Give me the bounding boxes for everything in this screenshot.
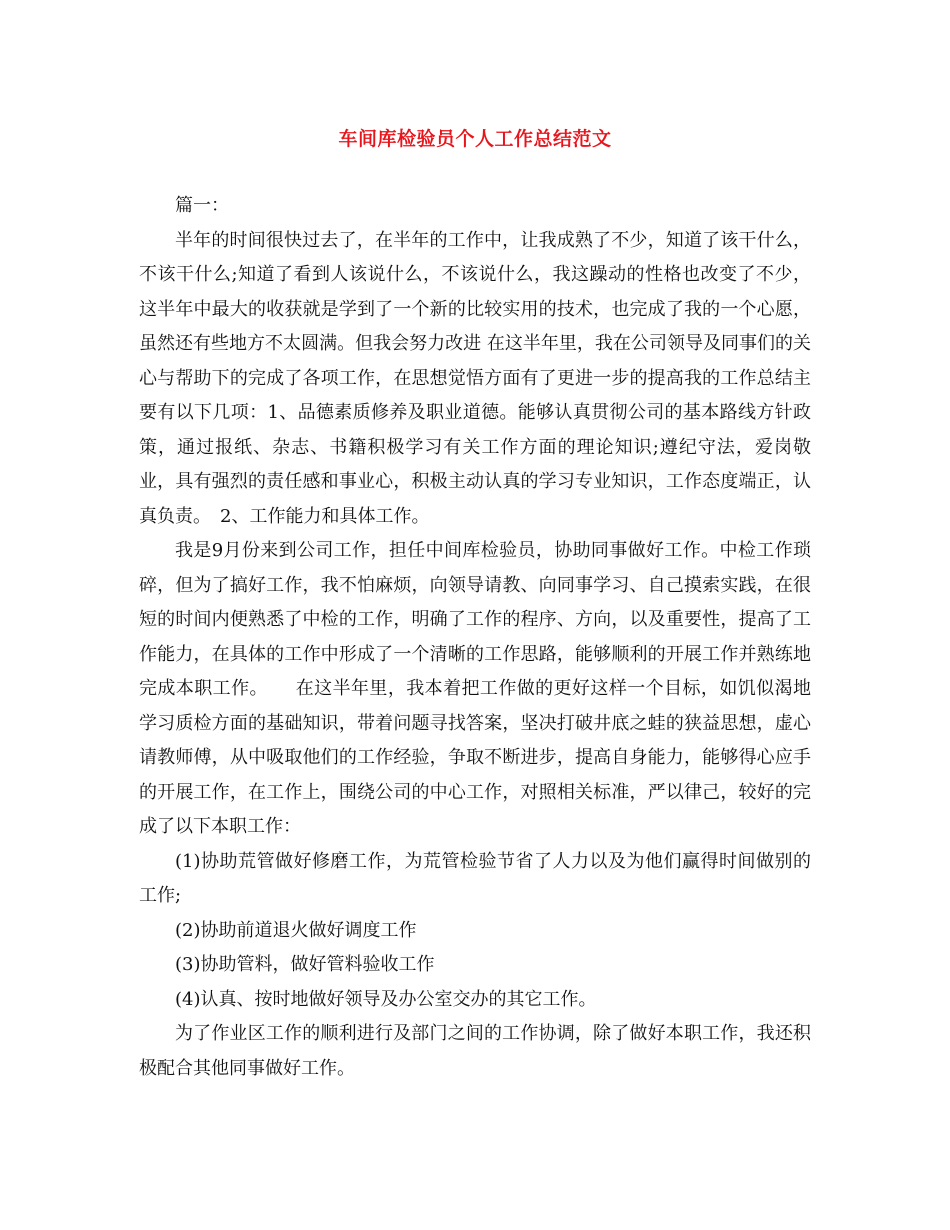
list-item: (4)认真、按时地做好领导及办公室交办的其它工作。 [175,988,597,1010]
list-item: (3)协助管料，做好管料验收工作 [175,954,435,975]
paragraph-heading: 篇一： [175,195,229,216]
document-title: 车间库检验员个人工作总结范文 [338,128,612,150]
paragraph: 为了作业区工作的顺利进行及部门之间的工作协调，除了做好本职工作，我还积极配合其他同事做好工作。 [139,1023,811,1079]
paragraph: 半年的时间很快过去了，在半年的工作中，让我成熟了不少，知道了该干什么，不该干什么;知道了看到人该说什么，不该说什么，我这躁动的性格也改变了不少，这半年中最大的收获就是学到了一个新的比较实用的技术，也完成了我的一个心愿，虽然还有些地方不太圆满。但我会努力改进 在这半年里，我在公司领导及同事们的关心与帮助下的完成了各项工作，在思想觉悟方面有了更进一步的提高我的工作总结主要有以下几项：1、品德素质修养及职业道德。能够认真贯彻公司的基本路线方针政策，通过报纸、杂志、书籍积极学习有关工作方面的理论知识;遵纪守法，爱岗敬业，具有强烈的责任感和事业心，积极主动认真的学习专业知识，工作态度端正，认真负责。 2、工作能力和具体工作。 [139,229,811,527]
document-body [139,189,811,1086]
list-item: (2)协助前道退火做好调度工作 [175,919,417,941]
list-item: (1)协助荒管做好修磨工作，为荒管检验节省了人力以及为他们赢得时间做别的工作; [139,850,811,906]
paragraph: 我是9月份来到公司工作，担任中间库检验员，协助同事做好工作。中检工作琐碎，但为了搞好工作，我不怕麻烦，向领导请教、向同事学习、自己摸索实践，在很短的时间内便熟悉了中检的工作，明确了工作的程序、方向，以及重要性，提高了工作能力，在具体的工作中形成了一个清晰的工作思路，能够顺利的开展工作并熟练地完成本职工作。 在这半年里，我本着把工作做的更好这样一个目标，如饥似渴地学习质检方面的基础知识，带着问题寻找答案，坚决打破井底之蛙的狭益思想，虚心请教师傅，从中吸取他们的工作经验，争取不断进步，提高自身能力，能够得心应手的开展工作，在工作上，围绕公司的中心工作，对照相关标准，严以律己，较好的完成了以下本职工作： [139,540,811,837]
